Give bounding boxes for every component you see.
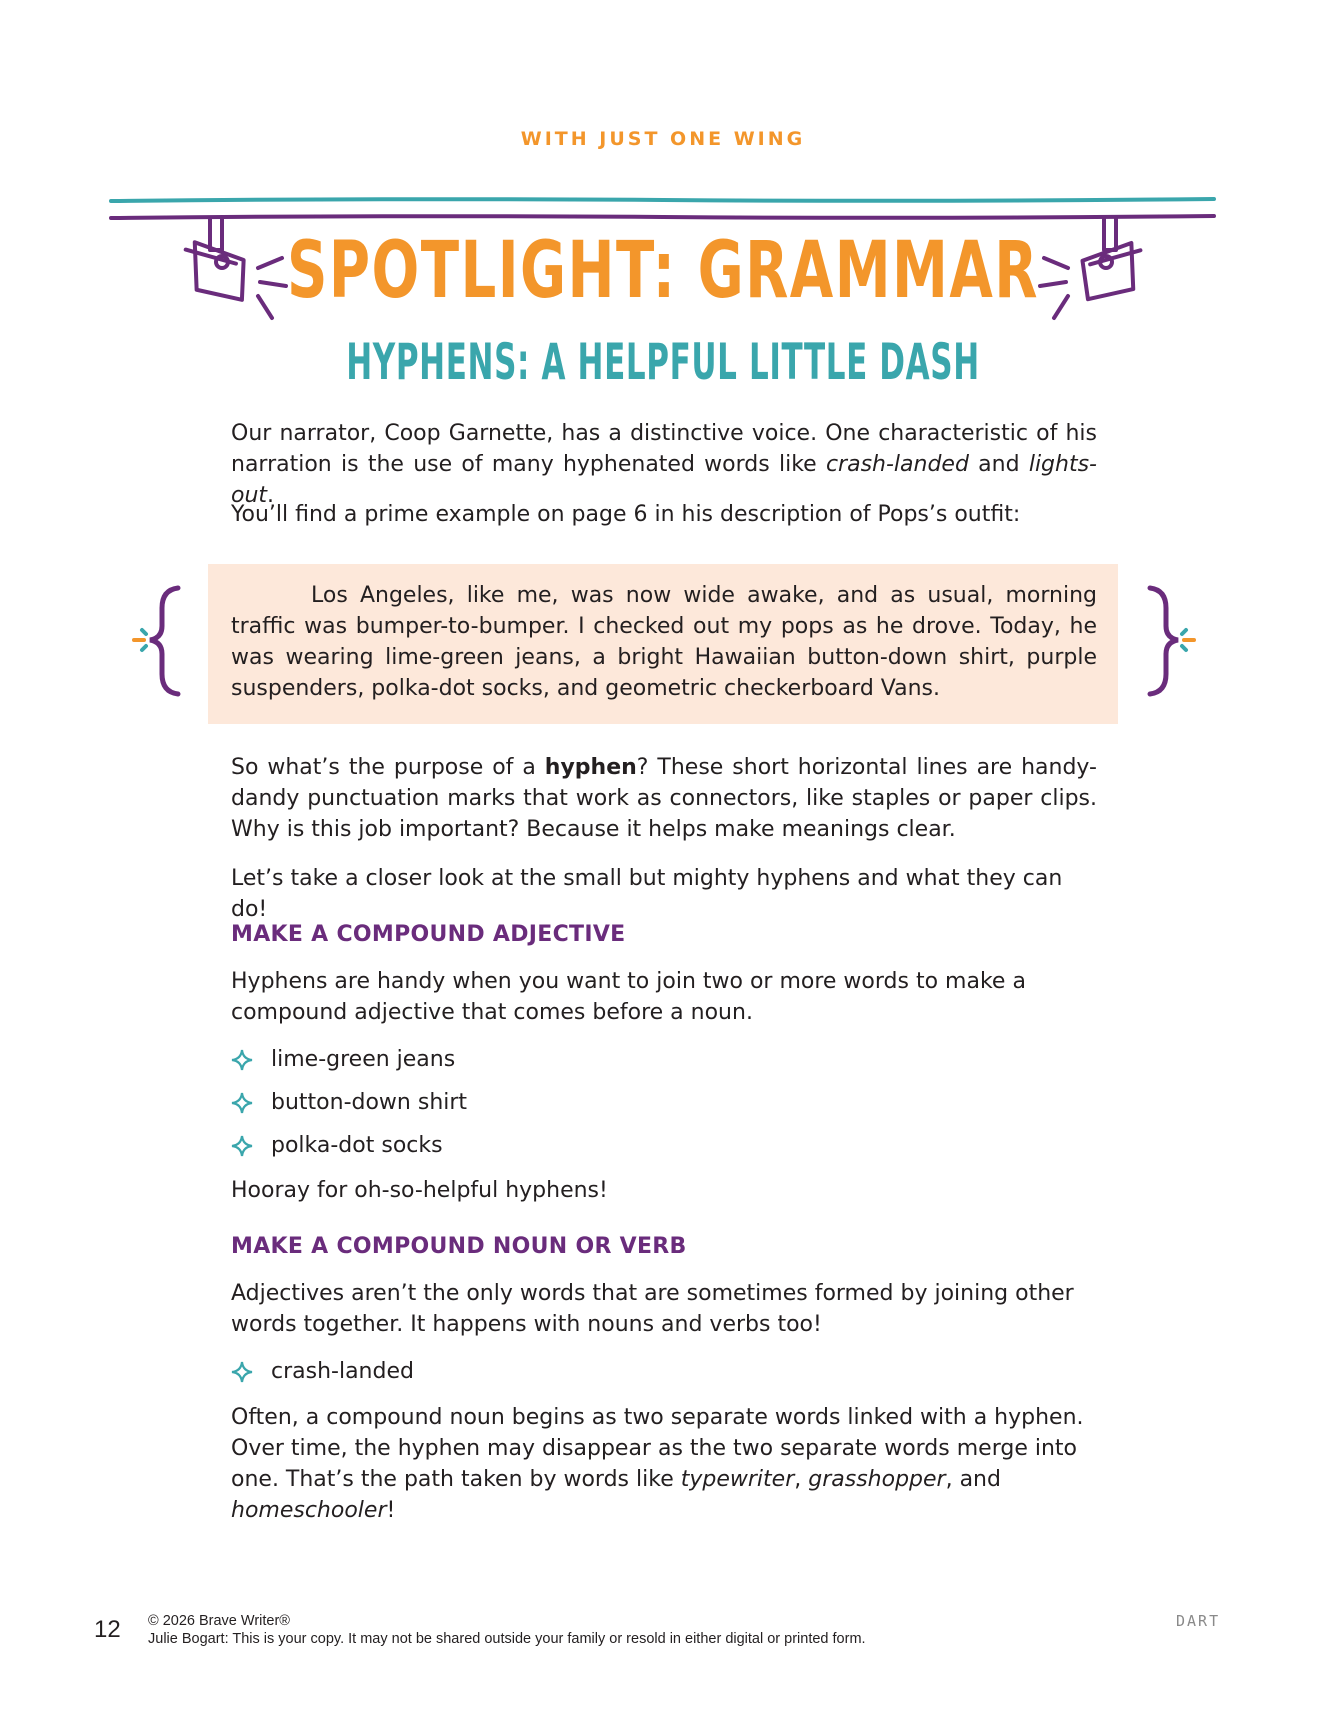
running-header: WITH JUST ONE WING (520, 128, 806, 150)
footer-copyright (148, 1612, 866, 1648)
section1-paragraph: Hyphens are handy when you want to join two or more words to make a compound adjective that comes before a noun. (231, 969, 1026, 1025)
feature-title: SPOTLIGHT: GRAMMAR (287, 226, 1039, 316)
intro-paragraph-2: You’ll find a prime example on page 6 in his description of Pops’s outfit: (231, 502, 1021, 527)
brace-left-icon (128, 582, 188, 698)
section-heading-compound-noun-verb: MAKE A COMPOUND NOUN OR VERB (231, 1234, 687, 1259)
section1-closing: Hooray for oh-so-helpful hyphens! (231, 1178, 608, 1203)
diamond-bullet-icon (231, 1049, 253, 1071)
diamond-bullet-icon (231, 1135, 253, 1157)
footer-logo: DART (1176, 1612, 1221, 1630)
purpose-paragraph: So what’s the purpose of a hyphen? These short horizontal lines are handy-dandy punctuation marks that work as connectors, like staples or paper clips. Why is this job important? Because it helps make meanings clear. (231, 755, 1097, 842)
section2-paragraph-2: Often, a compound noun begins as two separate words linked with a hyphen. Over time, the hyphen may disappear as the two separate words merge into one. That’s the path taken by words like typewriter, grasshopper, and homeschooler! (231, 1405, 1084, 1523)
license-line: Julie Bogart: This is your copy. It may not be shared outside your family or resold in either digital or printed form. (148, 1631, 866, 1647)
copyright-line: © 2026 Brave Writer® (148, 1613, 290, 1629)
section-heading-compound-adjective: MAKE A COMPOUND ADJECTIVE (231, 922, 626, 947)
intro-paragraph: Our narrator, Coop Garnette, has a distinctive voice. One characteristic of his narration is the use of many hyphenated words like crash-landed and lights-out. (231, 421, 1097, 508)
brace-right-icon (1140, 582, 1200, 698)
section2-paragraph: Adjectives aren’t the only words that are sometimes formed by joining other words together. It happens with nouns and verbs too! (231, 1281, 1074, 1337)
feature-subtitle: HYPHENS: A HELPFUL LITTLE DASH (346, 333, 980, 391)
page-number: 12 (94, 1616, 121, 1643)
diamond-bullet-icon (231, 1092, 253, 1114)
book-excerpt: Los Angeles, like me, was now wide awake, and as usual, morning traffic was bumper-to-bumper. I checked out my pops as he drove. Today, he was wearing lime-green jeans, a bright Hawaiian button-down shirt, purple suspenders, polka-dot socks, and geometric checkerboard Vans. (231, 583, 1097, 701)
diamond-bullet-icon (231, 1361, 253, 1383)
purpose-paragraph-2: Let’s take a closer look at the small but mighty hyphens and what they can do! (231, 866, 1063, 922)
